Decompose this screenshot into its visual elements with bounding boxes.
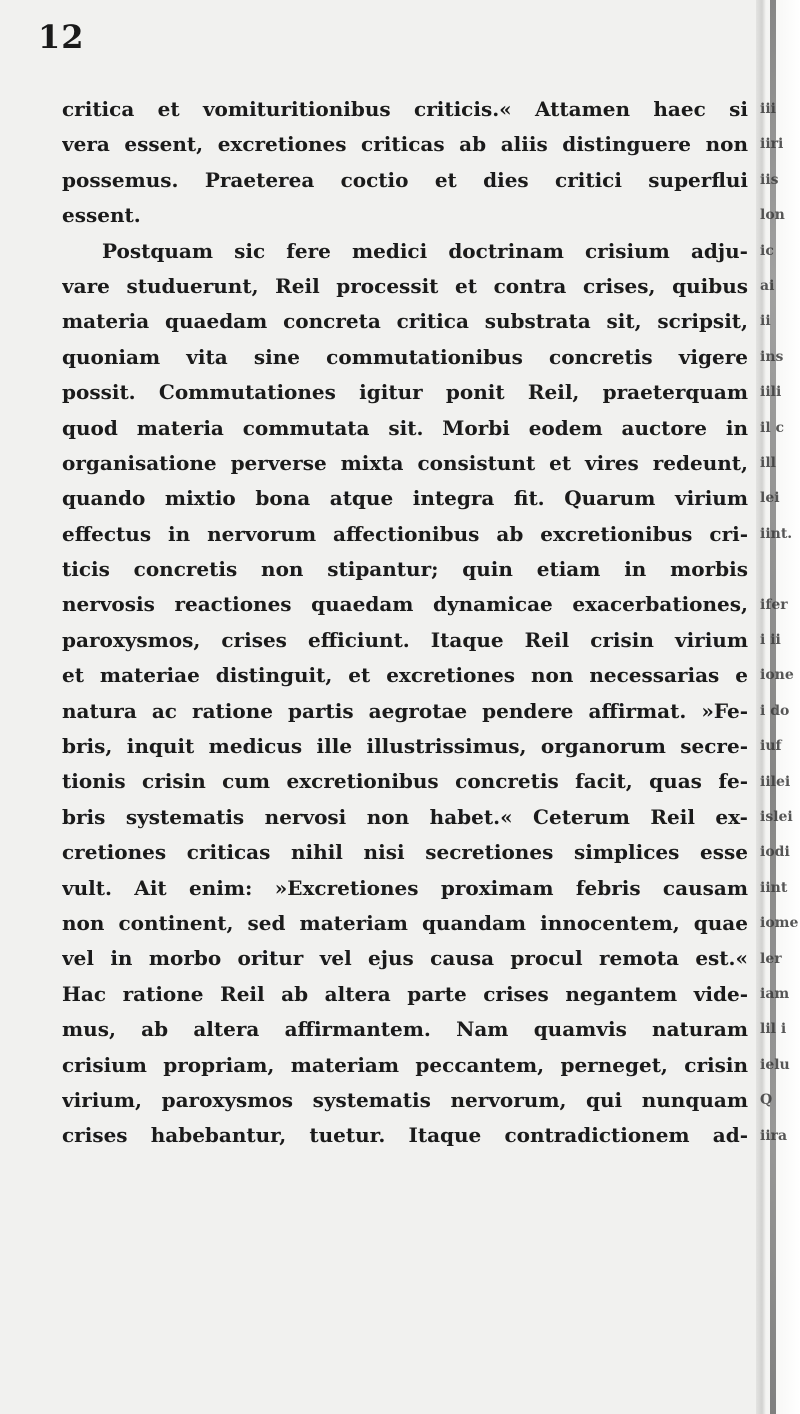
- text-line: quando mixtio bona atque integra fit. Quarum virium: [62, 486, 748, 511]
- edge-fragment: iii: [760, 101, 776, 117]
- edge-fragment: lil i: [760, 1021, 787, 1038]
- edge-fragment: iint: [760, 879, 788, 896]
- edge-fragment: il c: [760, 419, 785, 436]
- text-line: Postquam sic fere medici doctrinam crisium adju-: [102, 238, 748, 263]
- text-line: ticis concretis non stipantur; quin etiam in morbis: [62, 557, 748, 582]
- text-line: possemus. Praeterea coctio et dies critici superflui: [62, 167, 748, 192]
- edge-fragment: iira: [760, 1127, 788, 1144]
- text-line: effectus in nervorum affectionibus ab excretionibus cri-: [62, 521, 748, 546]
- body-text: [62, 92, 748, 1154]
- text-line: essent.: [62, 203, 141, 228]
- text-line: vult. Ait enim: »Excretiones proximam febris causam: [62, 875, 748, 900]
- edge-fragment: ifer: [760, 596, 788, 613]
- edge-fragment: ler: [760, 950, 782, 967]
- text-line: materia quaedam concreta critica substrata sit, scripsit,: [62, 309, 748, 334]
- edge-fragment: ielu: [760, 1056, 790, 1073]
- edge-fragment: ione: [760, 667, 794, 684]
- edge-fragment: iili: [760, 384, 782, 401]
- edge-fragment: Q: [760, 1092, 773, 1109]
- edge-fragment: [760, 552, 800, 587]
- edge-fragment: ai: [760, 278, 775, 294]
- text-line: vera essent, excretiones criticas ab aliis distinguere non: [62, 132, 748, 157]
- edge-fragment: lei: [760, 490, 780, 507]
- edge-fragment: ii: [760, 313, 771, 330]
- edge-fragment: iis: [760, 171, 779, 188]
- edge-fragment: iilei: [760, 773, 791, 790]
- text-line: crisium propriam, materiam peccantem, perneget, crisin: [62, 1052, 748, 1077]
- text-line: bris systematis nervosi non habet.« Ceterum Reil ex-: [62, 804, 748, 829]
- text-line: quoniam vita sine commutationibus concretis vigere: [62, 344, 748, 369]
- text-line: paroxysmos, crises efficiunt. Itaque Reil crisin virium: [62, 627, 748, 652]
- edge-fragment: iuf: [760, 738, 782, 755]
- text-line: critica et vomituritionibus criticis.« Attamen haec si: [62, 97, 748, 121]
- text-line: natura ac ratione partis aegrotae pendere affirmat. »Fe-: [62, 698, 748, 723]
- edge-fragment: islei: [760, 809, 793, 825]
- edge-fragment: ill: [760, 455, 776, 471]
- edge-fragment: iome: [760, 915, 799, 932]
- edge-fragment: iodi: [760, 844, 790, 861]
- edge-fragment: iam: [760, 986, 790, 1002]
- text-line: vel in morbo oritur vel ejus causa procul remota est.«: [62, 946, 748, 971]
- edge-fragment: iint.: [760, 525, 793, 542]
- text-line: Hac ratione Reil ab altera parte crises negantem vide-: [62, 981, 748, 1006]
- edge-fragment: ins: [760, 348, 784, 365]
- edge-fragment: iiri: [760, 136, 784, 153]
- text-line: et materiae distinguit, et excretiones non necessarias e: [62, 663, 748, 688]
- text-line: quod materia commutata sit. Morbi eodem auctore in: [62, 415, 748, 440]
- edge-fragment: lon: [760, 207, 785, 224]
- edge-fragment: i do: [760, 702, 790, 719]
- text-line: cretiones criticas nihil nisi secretiones simplices esse: [62, 840, 748, 865]
- text-line: vare studuerunt, Reil processit et contra crises, quibus: [62, 273, 748, 298]
- text-line: non continent, sed materiam quandam innocentem, quae: [62, 910, 748, 935]
- edge-fragment: i ii: [760, 632, 781, 648]
- page-number: 12: [38, 18, 85, 56]
- text-line: nervosis reactiones quaedam dynamicae exacerbationes,: [62, 592, 748, 617]
- text-line: possit. Commutationes igitur ponit Reil, praeterquam: [62, 380, 748, 405]
- text-line: bris, inquit medicus ille illustrissimus, organorum secre-: [62, 734, 748, 759]
- text-line: mus, ab altera affirmantem. Nam quamvis naturam: [62, 1017, 748, 1042]
- text-line: virium, paroxysmos systematis nervorum, qui nunquam: [62, 1087, 748, 1112]
- text-line: organisatione perverse mixta consistunt et vires redeunt,: [62, 450, 748, 475]
- text-line: crises habebantur, tuetur. Itaque contradictionem ad-: [62, 1123, 748, 1148]
- text-line: tionis crisin cum excretionibus concretis facit, quas fe-: [62, 769, 748, 794]
- edge-fragment: ic: [760, 242, 774, 259]
